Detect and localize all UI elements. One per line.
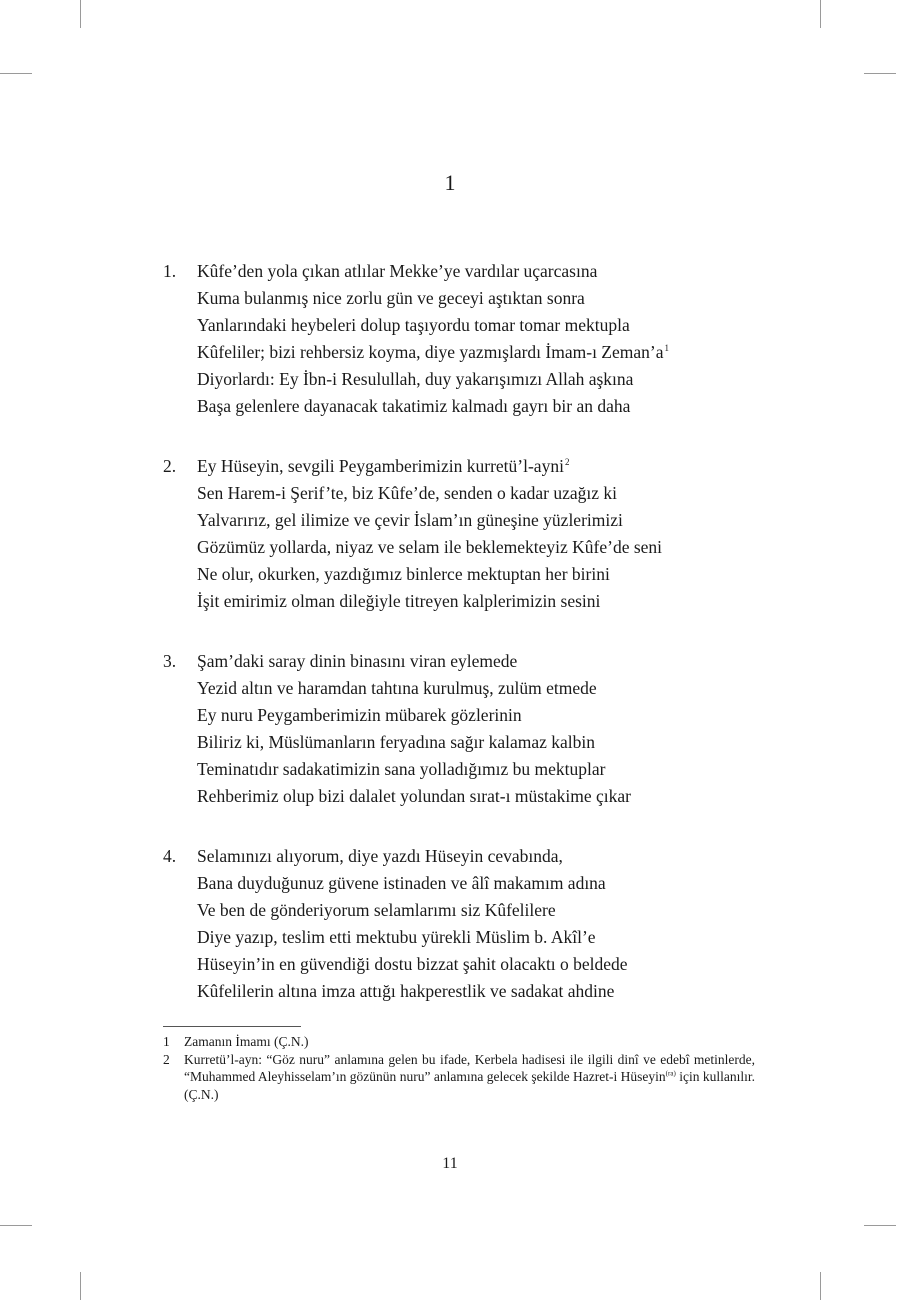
verse-line: Hüseyin’in en güvendiği dostu bizzat şahit olacaktı o beldede [197,954,628,974]
verse-line: Kuma bulanmış nice zorlu gün ve geceyi aştıktan sonra [197,288,585,308]
verse-line: Diye yazıp, teslim etti mektubu yürekli Müslim b. Akîl’e [197,927,596,947]
verse-line: Bana duyduğunuz güvene istinaden ve âlî makamım adına [197,873,606,893]
crop-mark [864,1225,896,1226]
crop-mark [820,0,821,28]
footnote-rule [163,1026,301,1027]
verse-line: Biliriz ki, Müslümanların feryadına sağır kalamaz kalbin [197,732,596,752]
crop-mark [820,1272,821,1300]
footnote-ref[interactable]: 1 [664,343,669,354]
footnote-number: 1 [163,1034,170,1049]
verse-line: Ve ben de gönderiyorum selamlarımı siz Kûfelilere [197,900,556,920]
footnotes [163,1033,755,1103]
footnote-number: 2 [163,1051,170,1067]
crop-mark [80,0,81,28]
verse-line-text: Kûfeliler; bizi rehbersiz koyma, diye yazmışlardı İmam-ı Zeman’a [197,342,664,362]
verse-line: Diyorlardı: Ey İbn-i Resulullah, duy yakarışımızı Allah aşkına [197,369,634,389]
crop-mark [0,1225,32,1226]
footnote-text-part: için kullanılır. (Ç.N.) [184,1069,755,1102]
footnote [163,1033,755,1051]
stanza-number: 3. [163,651,177,671]
verse-line: Yanlarındaki heybeleri dolup taşıyordu tomar tomar mektupla [197,315,630,335]
footnote-superscript: (ra) [665,1069,676,1078]
footnote [163,1051,755,1104]
verse-line: Yalvarırız, gel ilimize ve çevir İslam’ın güneşine yüzlerimizi [197,510,623,530]
verse-line: Yezid altın ve haramdan tahtına kurulmuş, zulüm etmede [197,678,597,698]
verse-line: İşit emirimiz olman dileğiyle titreyen kalplerimizin sesini [197,591,601,611]
stanza-lines [197,258,787,420]
footnote-text [184,1051,755,1104]
stanza-number: 1. [163,261,177,281]
footnote-text: Zamanın İmamı (Ç.N.) [184,1034,309,1049]
verse-line: Gözümüz yollarda, niyaz ve selam ile beklemekteyiz Kûfe’de seni [197,537,663,557]
verse-line: Kûfelilerin altına imza attığı hakperestlik ve sadakat ahdine [197,981,615,1001]
crop-mark [0,73,32,74]
stanza-lines [197,843,787,1005]
verse-line: Sen Harem-i Şerif’te, biz Kûfe’de, senden o kadar uzağız ki [197,483,617,503]
verse-line: Ne olur, okurken, yazdığımız binlerce mektuptan her birini [197,564,610,584]
crop-mark [80,1272,81,1300]
footnote-ref[interactable]: 2 [564,457,570,468]
verse-line: Rehberimiz olup bizi dalalet yolundan sırat-ı müstakime çıkar [197,786,631,806]
verse-line: Ey nuru Peygamberimizin mübarek gözlerinin [197,705,522,725]
verse-line: Başa gelenlere dayanacak takatimiz kalmadı gayrı bir an daha [197,396,631,416]
stanza-lines [197,453,787,615]
stanza-number: 4. [163,846,177,866]
verse-line: Teminatıdır sadakatimizin sana yolladığımız bu mektuplar [197,759,606,779]
crop-mark [864,73,896,74]
stanza-number: 2. [163,456,177,476]
verse-line: Şam’daki saray dinin binasını viran eylemede [197,651,518,671]
chapter-number: 1 [444,170,456,195]
verse-line-with-ref [197,339,787,366]
page-number: 11 [442,1155,458,1172]
verse-line-with-ref [197,453,787,480]
verse-line: Kûfe’den yola çıkan atlılar Mekke’ye vardılar uçarcasına [197,261,598,281]
verse-line: Selamınızı alıyorum, diye yazdı Hüseyin cevabında, [197,846,563,866]
verse-line-text: Ey Hüseyin, sevgili Peygamberimizin kurretü’l-ayni [197,456,564,476]
stanza-lines [197,648,787,810]
footnote-text-part: Kurretü’l-ayn: “Göz nuru” anlamına gelen bu ifade, Kerbela hadisesi ile ilgili dinî ve edebî metinlerde, “Muhammed Aleyhisselam’ın gözünün nuru” anlamına gelecek şekilde Hazret-i Hüseyin [184,1051,755,1084]
